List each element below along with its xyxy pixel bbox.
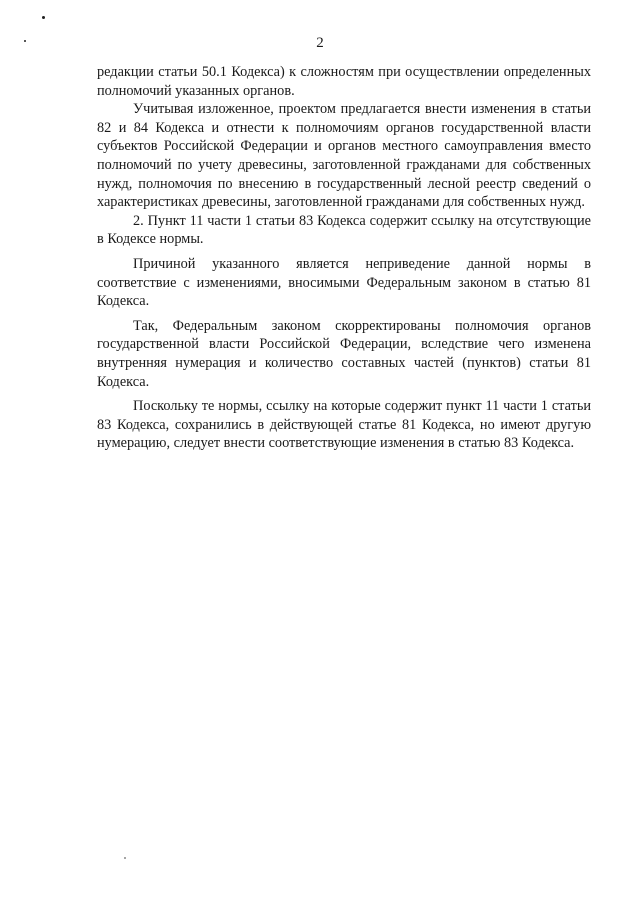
document-body <box>97 63 591 453</box>
paragraph-continuation: редакции статьи 50.1 Кодекса) к сложностям при осуществлении определенных полномочий указанных органов. <box>97 64 591 99</box>
paragraph-reason: Причиной указанного является неприведение данной нормы в соответствие с изменениями, вносимыми Федеральным законом в статью 81 Кодекса. <box>97 255 591 310</box>
scan-speck <box>42 16 45 19</box>
page-number: 2 <box>316 35 324 51</box>
paragraph-proposal: Учитывая изложенное, проектом предлагается внести изменения в статьи 82 и 84 Кодекса и отнести к полномочиям органов государственной власти субъектов Российской Федерации и органов местного самоуправления вместо полномочий по учету древесины, заготовленной гражданами для собственных нужд, полномочия по внесению в государственный лесной реестр сведений о характеристиках древесины, заготовленной гражданами для собственных нужд. <box>97 101 591 211</box>
paragraph-item-2: 2. Пункт 11 части 1 статьи 83 Кодекса содержит ссылку на отсутствующие в Кодексе нормы. <box>97 212 591 248</box>
scan-speck <box>124 857 126 859</box>
paragraph-federal-law: Так, Федеральным законом скорректированы полномочия органов государственной власти Российской Федерации, вследствие чего изменена внутренняя нумерация и количество составных частей (пунктов) статьи 81 Кодекса. <box>97 317 591 390</box>
paragraph-conclusion: Поскольку те нормы, ссылку на которые содержит пункт 11 части 1 статьи 83 Кодекса, сохранились в действующей статье 81 Кодекса, но имеют другую нумерацию, следует внести соответствующие изменения в статью 83 Кодекса. <box>97 398 591 452</box>
